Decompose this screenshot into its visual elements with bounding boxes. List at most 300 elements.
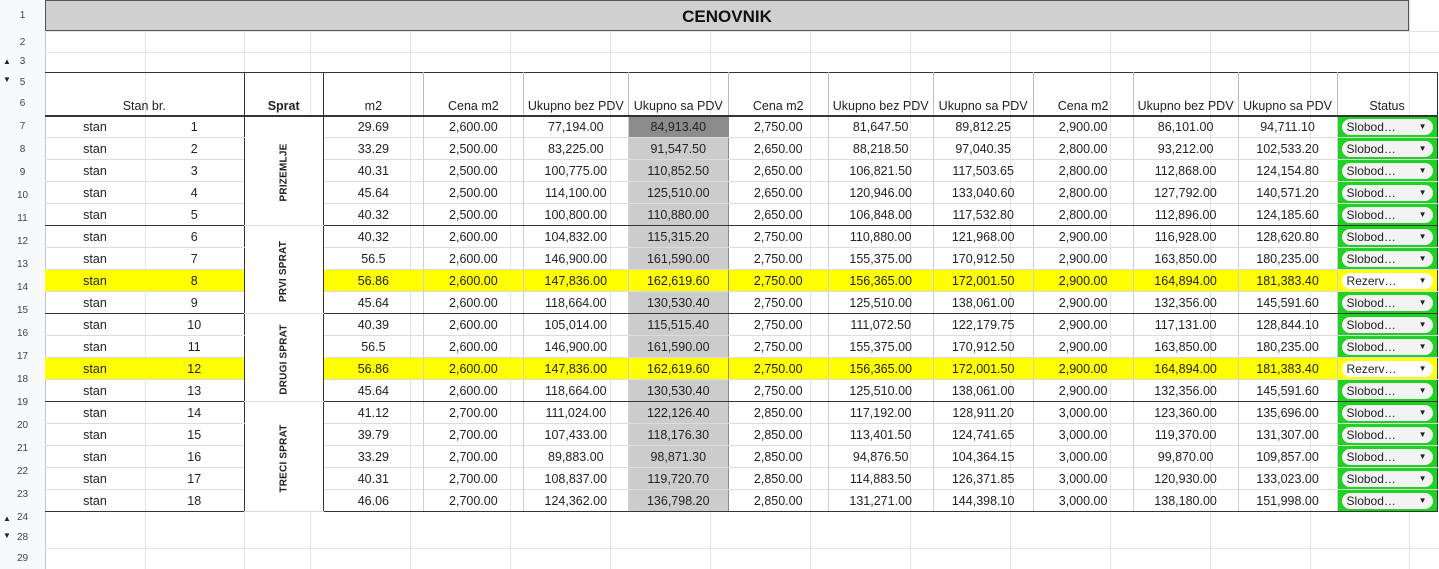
cell-ukupno-bez-pdv[interactable]: 127,792.00 — [1133, 182, 1238, 204]
cell-type[interactable]: stan — [45, 182, 145, 204]
header-ukupno-sa-pdv[interactable]: Ukupno sa PDV — [1238, 73, 1337, 116]
cell-cena-m2[interactable]: 2,900.00 — [1033, 358, 1133, 380]
cell-ukupno-sa-pdv[interactable]: 161,590.00 — [628, 336, 728, 358]
cell-ukupno-bez-pdv[interactable]: 88,218.50 — [828, 138, 933, 160]
row-number[interactable]: 11 — [17, 213, 28, 224]
status-cell[interactable] — [1337, 292, 1437, 314]
cell-m2[interactable]: 45.64 — [323, 292, 423, 314]
cell-ukupno-bez-pdv[interactable]: 111,024.00 — [523, 402, 628, 424]
status-cell[interactable] — [1337, 204, 1437, 226]
cell-cena-m2[interactable]: 2,850.00 — [728, 446, 828, 468]
cell-ukupno-bez-pdv[interactable]: 164,894.00 — [1133, 358, 1238, 380]
cell-ukupno-bez-pdv[interactable]: 81,647.50 — [828, 116, 933, 138]
status-cell[interactable] — [1337, 270, 1437, 292]
spreadsheet-grid[interactable] — [45, 0, 1439, 569]
cell-ukupno-sa-pdv[interactable]: 117,503.65 — [933, 160, 1033, 182]
status-cell[interactable] — [1337, 336, 1437, 358]
cell-ukupno-bez-pdv[interactable]: 147,836.00 — [523, 270, 628, 292]
cell-cena-m2[interactable]: 2,600.00 — [423, 226, 523, 248]
cell-ukupno-sa-pdv[interactable]: 98,871.30 — [628, 446, 728, 468]
cell-cena-m2[interactable]: 2,750.00 — [728, 336, 828, 358]
row-number[interactable]: 24 — [16, 512, 29, 523]
header-cena-m2[interactable]: Cena m2 — [423, 73, 523, 116]
cell-ukupno-sa-pdv[interactable]: 104,364.15 — [933, 446, 1033, 468]
header-ukupno-sa-pdv[interactable]: Ukupno sa PDV — [628, 73, 728, 116]
cell-stan-no[interactable]: 7 — [145, 248, 244, 270]
cell-m2[interactable]: 39.79 — [323, 424, 423, 446]
status-cell[interactable] — [1337, 248, 1437, 270]
cell-cena-m2[interactable]: 2,750.00 — [728, 248, 828, 270]
row-number[interactable]: 21 — [16, 443, 29, 454]
row-number[interactable]: 15 — [16, 305, 29, 316]
status-cell[interactable] — [1337, 160, 1437, 182]
table-row[interactable] — [45, 226, 1437, 248]
floor-group-cell[interactable] — [244, 116, 323, 226]
cell-type[interactable]: stan — [45, 424, 145, 446]
cell-ukupno-bez-pdv[interactable]: 118,664.00 — [523, 380, 628, 402]
cell-ukupno-sa-pdv[interactable]: 145,591.60 — [1238, 380, 1337, 402]
dropdown-arrow-icon[interactable]: ▼ — [1418, 496, 1427, 505]
cell-ukupno-sa-pdv[interactable]: 151,998.00 — [1238, 490, 1337, 512]
dropdown-arrow-icon[interactable]: ▼ — [1418, 452, 1427, 461]
cell-cena-m2[interactable]: 2,700.00 — [423, 424, 523, 446]
cell-cena-m2[interactable]: 2,750.00 — [728, 358, 828, 380]
table-row[interactable] — [45, 314, 1437, 336]
cell-ukupno-bez-pdv[interactable]: 117,131.00 — [1133, 314, 1238, 336]
status-cell[interactable] — [1337, 314, 1437, 336]
cell-cena-m2[interactable]: 2,900.00 — [1033, 226, 1133, 248]
cell-cena-m2[interactable]: 2,900.00 — [1033, 292, 1133, 314]
cell-ukupno-sa-pdv[interactable]: 136,798.20 — [628, 490, 728, 512]
cell-stan-no[interactable]: 4 — [145, 182, 244, 204]
row-number[interactable]: 13 — [16, 259, 29, 270]
header-m2[interactable]: m2 — [323, 73, 423, 116]
cell-type[interactable]: stan — [45, 116, 145, 138]
header-stan-br[interactable]: Stan br. — [45, 73, 244, 116]
status-dropdown[interactable] — [1342, 295, 1433, 311]
cell-cena-m2[interactable]: 2,900.00 — [1033, 116, 1133, 138]
row-number[interactable]: 8 — [19, 144, 26, 155]
cell-ukupno-bez-pdv[interactable]: 93,212.00 — [1133, 138, 1238, 160]
cell-cena-m2[interactable]: 2,750.00 — [728, 116, 828, 138]
cell-ukupno-sa-pdv[interactable]: 130,530.40 — [628, 380, 728, 402]
cell-ukupno-bez-pdv[interactable]: 163,850.00 — [1133, 248, 1238, 270]
cell-ukupno-sa-pdv[interactable]: 97,040.35 — [933, 138, 1033, 160]
cell-cena-m2[interactable]: 2,750.00 — [728, 270, 828, 292]
cell-m2[interactable]: 40.31 — [323, 160, 423, 182]
cell-stan-no[interactable]: 16 — [145, 446, 244, 468]
row-number[interactable]: 22 — [16, 466, 29, 477]
cell-cena-m2[interactable]: 2,900.00 — [1033, 270, 1133, 292]
cell-stan-no[interactable]: 13 — [145, 380, 244, 402]
cell-stan-no[interactable]: 1 — [145, 116, 244, 138]
cell-ukupno-bez-pdv[interactable]: 120,946.00 — [828, 182, 933, 204]
cell-cena-m2[interactable]: 2,600.00 — [423, 116, 523, 138]
cell-ukupno-sa-pdv[interactable]: 121,968.00 — [933, 226, 1033, 248]
status-dropdown[interactable] — [1342, 383, 1433, 399]
cell-cena-m2[interactable]: 2,500.00 — [423, 160, 523, 182]
dropdown-arrow-icon[interactable]: ▼ — [1418, 408, 1427, 417]
cell-ukupno-bez-pdv[interactable]: 125,510.00 — [828, 292, 933, 314]
cell-ukupno-sa-pdv[interactable]: 122,179.75 — [933, 314, 1033, 336]
cell-cena-m2[interactable]: 2,750.00 — [728, 226, 828, 248]
cell-ukupno-sa-pdv[interactable]: 128,911.20 — [933, 402, 1033, 424]
table-row[interactable] — [45, 116, 1437, 138]
cell-type[interactable]: stan — [45, 226, 145, 248]
status-dropdown[interactable] — [1342, 361, 1433, 377]
cell-type[interactable]: stan — [45, 204, 145, 226]
cell-type[interactable]: stan — [45, 314, 145, 336]
cell-m2[interactable]: 45.64 — [323, 182, 423, 204]
cell-cena-m2[interactable]: 2,900.00 — [1033, 380, 1133, 402]
table-row[interactable] — [45, 402, 1437, 424]
status-dropdown[interactable] — [1342, 119, 1433, 135]
cell-cena-m2[interactable]: 2,850.00 — [728, 402, 828, 424]
cell-cena-m2[interactable]: 2,800.00 — [1033, 138, 1133, 160]
cell-ukupno-bez-pdv[interactable]: 164,894.00 — [1133, 270, 1238, 292]
cell-ukupno-bez-pdv[interactable]: 113,401.50 — [828, 424, 933, 446]
cell-cena-m2[interactable]: 2,750.00 — [728, 380, 828, 402]
cell-cena-m2[interactable]: 2,600.00 — [423, 336, 523, 358]
dropdown-arrow-icon[interactable]: ▼ — [1418, 276, 1427, 285]
header-ukupno-sa-pdv[interactable]: Ukupno sa PDV — [933, 73, 1033, 116]
cell-ukupno-bez-pdv[interactable]: 110,880.00 — [828, 226, 933, 248]
cell-ukupno-sa-pdv[interactable]: 145,591.60 — [1238, 292, 1337, 314]
cell-ukupno-bez-pdv[interactable]: 77,194.00 — [523, 116, 628, 138]
cell-ukupno-bez-pdv[interactable]: 94,876.50 — [828, 446, 933, 468]
header-ukupno-bez-pdv[interactable]: Ukupno bez PDV — [1133, 73, 1238, 116]
status-cell[interactable] — [1337, 138, 1437, 160]
cell-ukupno-bez-pdv[interactable]: 163,850.00 — [1133, 336, 1238, 358]
row-number[interactable]: 29 — [16, 553, 29, 564]
status-dropdown[interactable] — [1342, 141, 1433, 157]
cell-ukupno-sa-pdv[interactable]: 180,235.00 — [1238, 248, 1337, 270]
cell-ukupno-bez-pdv[interactable]: 100,775.00 — [523, 160, 628, 182]
cell-cena-m2[interactable]: 2,600.00 — [423, 314, 523, 336]
cell-m2[interactable]: 41.12 — [323, 402, 423, 424]
cell-cena-m2[interactable]: 2,900.00 — [1033, 336, 1133, 358]
row-group-expand-arrow-up-icon[interactable]: ▲ — [3, 514, 11, 523]
dropdown-arrow-icon[interactable]: ▼ — [1418, 386, 1427, 395]
cell-ukupno-bez-pdv[interactable]: 155,375.00 — [828, 248, 933, 270]
row-number[interactable]: 19 — [16, 397, 29, 408]
cell-ukupno-bez-pdv[interactable]: 119,370.00 — [1133, 424, 1238, 446]
status-dropdown[interactable] — [1342, 339, 1433, 355]
cell-ukupno-bez-pdv[interactable]: 116,928.00 — [1133, 226, 1238, 248]
dropdown-arrow-icon[interactable]: ▼ — [1418, 298, 1427, 307]
cell-type[interactable]: stan — [45, 446, 145, 468]
cell-m2[interactable]: 40.39 — [323, 314, 423, 336]
status-cell[interactable] — [1337, 424, 1437, 446]
dropdown-arrow-icon[interactable]: ▼ — [1418, 430, 1427, 439]
cell-type[interactable]: stan — [45, 468, 145, 490]
cell-ukupno-sa-pdv[interactable]: 138,061.00 — [933, 292, 1033, 314]
cell-cena-m2[interactable]: 2,500.00 — [423, 204, 523, 226]
cell-ukupno-bez-pdv[interactable]: 108,837.00 — [523, 468, 628, 490]
header-sprat[interactable]: Sprat — [244, 73, 323, 116]
cell-ukupno-sa-pdv[interactable]: 135,696.00 — [1238, 402, 1337, 424]
cell-ukupno-sa-pdv[interactable]: 130,530.40 — [628, 292, 728, 314]
header-ukupno-bez-pdv[interactable]: Ukupno bez PDV — [523, 73, 628, 116]
row-number[interactable]: 23 — [16, 489, 29, 500]
status-cell[interactable] — [1337, 226, 1437, 248]
cell-stan-no[interactable]: 8 — [145, 270, 244, 292]
row-number[interactable]: 1 — [19, 10, 26, 21]
cell-m2[interactable]: 40.32 — [323, 226, 423, 248]
row-number[interactable]: 16 — [16, 328, 29, 339]
dropdown-arrow-icon[interactable]: ▼ — [1418, 144, 1427, 153]
cell-cena-m2[interactable]: 2,800.00 — [1033, 204, 1133, 226]
cell-m2[interactable]: 56.86 — [323, 270, 423, 292]
cell-type[interactable]: stan — [45, 380, 145, 402]
status-cell[interactable] — [1337, 182, 1437, 204]
cell-ukupno-bez-pdv[interactable]: 120,930.00 — [1133, 468, 1238, 490]
cell-ukupno-bez-pdv[interactable]: 125,510.00 — [828, 380, 933, 402]
cell-cena-m2[interactable]: 2,700.00 — [423, 446, 523, 468]
cell-cena-m2[interactable]: 2,600.00 — [423, 292, 523, 314]
cell-ukupno-bez-pdv[interactable]: 106,848.00 — [828, 204, 933, 226]
cell-ukupno-sa-pdv[interactable]: 110,852.50 — [628, 160, 728, 182]
cell-cena-m2[interactable]: 3,000.00 — [1033, 446, 1133, 468]
status-dropdown[interactable] — [1342, 493, 1433, 509]
cell-ukupno-bez-pdv[interactable]: 117,192.00 — [828, 402, 933, 424]
row-number[interactable]: 20 — [16, 420, 29, 431]
cell-cena-m2[interactable]: 2,700.00 — [423, 468, 523, 490]
cell-ukupno-bez-pdv[interactable]: 86,101.00 — [1133, 116, 1238, 138]
dropdown-arrow-icon[interactable]: ▼ — [1418, 342, 1427, 351]
cell-cena-m2[interactable]: 2,900.00 — [1033, 248, 1133, 270]
cell-ukupno-sa-pdv[interactable]: 124,741.65 — [933, 424, 1033, 446]
cell-ukupno-bez-pdv[interactable]: 147,836.00 — [523, 358, 628, 380]
status-cell[interactable] — [1337, 116, 1437, 138]
cell-cena-m2[interactable]: 2,600.00 — [423, 270, 523, 292]
cell-ukupno-sa-pdv[interactable]: 131,307.00 — [1238, 424, 1337, 446]
row-number[interactable]: 2 — [19, 37, 26, 48]
cell-ukupno-bez-pdv[interactable]: 138,180.00 — [1133, 490, 1238, 512]
cell-ukupno-sa-pdv[interactable]: 133,040.60 — [933, 182, 1033, 204]
cell-ukupno-sa-pdv[interactable]: 102,533.20 — [1238, 138, 1337, 160]
row-group-collapse-arrow-down-icon[interactable]: ▼ — [3, 75, 11, 84]
status-dropdown[interactable] — [1342, 207, 1433, 223]
cell-ukupno-bez-pdv[interactable]: 146,900.00 — [523, 336, 628, 358]
cell-ukupno-bez-pdv[interactable]: 99,870.00 — [1133, 446, 1238, 468]
cell-ukupno-sa-pdv[interactable]: 115,515.40 — [628, 314, 728, 336]
dropdown-arrow-icon[interactable]: ▼ — [1418, 122, 1427, 132]
header-cena-m2[interactable]: Cena m2 — [728, 73, 828, 116]
cell-stan-no[interactable]: 3 — [145, 160, 244, 182]
cell-stan-no[interactable]: 5 — [145, 204, 244, 226]
floor-group-cell[interactable] — [244, 314, 323, 402]
row-number[interactable]: 6 — [19, 98, 26, 109]
cell-stan-no[interactable]: 15 — [145, 424, 244, 446]
cell-cena-m2[interactable]: 2,600.00 — [423, 380, 523, 402]
floor-group-cell[interactable] — [244, 226, 323, 314]
dropdown-arrow-icon[interactable]: ▼ — [1418, 188, 1427, 197]
header-ukupno-bez-pdv[interactable]: Ukupno bez PDV — [828, 73, 933, 116]
cell-ukupno-bez-pdv[interactable]: 146,900.00 — [523, 248, 628, 270]
row-number[interactable]: 7 — [19, 121, 26, 132]
cell-cena-m2[interactable]: 2,700.00 — [423, 490, 523, 512]
cell-type[interactable]: stan — [45, 358, 145, 380]
dropdown-arrow-icon[interactable]: ▼ — [1418, 210, 1427, 219]
row-number[interactable]: 12 — [16, 236, 29, 247]
status-dropdown[interactable] — [1342, 449, 1433, 465]
cell-ukupno-sa-pdv[interactable]: 170,912.50 — [933, 248, 1033, 270]
cell-stan-no[interactable]: 12 — [145, 358, 244, 380]
cell-m2[interactable]: 40.31 — [323, 468, 423, 490]
cell-ukupno-sa-pdv[interactable]: 124,154.80 — [1238, 160, 1337, 182]
cell-cena-m2[interactable]: 2,900.00 — [1033, 314, 1133, 336]
cell-ukupno-sa-pdv[interactable]: 125,510.00 — [628, 182, 728, 204]
cell-ukupno-sa-pdv[interactable]: 119,720.70 — [628, 468, 728, 490]
status-dropdown[interactable] — [1342, 273, 1433, 289]
cell-cena-m2[interactable]: 2,600.00 — [423, 358, 523, 380]
row-group-expand-arrow-up-icon[interactable]: ▲ — [3, 57, 11, 66]
cell-ukupno-bez-pdv[interactable]: 100,800.00 — [523, 204, 628, 226]
cell-ukupno-sa-pdv[interactable]: 118,176.30 — [628, 424, 728, 446]
header-status[interactable]: Status — [1337, 73, 1437, 116]
cell-cena-m2[interactable]: 2,650.00 — [728, 182, 828, 204]
cell-cena-m2[interactable]: 2,650.00 — [728, 204, 828, 226]
cell-ukupno-sa-pdv[interactable]: 115,315.20 — [628, 226, 728, 248]
cell-type[interactable]: stan — [45, 248, 145, 270]
status-dropdown[interactable] — [1342, 251, 1433, 267]
cell-ukupno-sa-pdv[interactable]: 110,880.00 — [628, 204, 728, 226]
cell-stan-no[interactable]: 6 — [145, 226, 244, 248]
cell-type[interactable]: stan — [45, 160, 145, 182]
cell-ukupno-bez-pdv[interactable]: 83,225.00 — [523, 138, 628, 160]
cell-type[interactable]: stan — [45, 402, 145, 424]
cell-ukupno-bez-pdv[interactable]: 112,868.00 — [1133, 160, 1238, 182]
cell-ukupno-bez-pdv[interactable]: 89,883.00 — [523, 446, 628, 468]
cell-m2[interactable]: 45.64 — [323, 380, 423, 402]
cell-m2[interactable]: 46.06 — [323, 490, 423, 512]
status-dropdown[interactable] — [1342, 427, 1433, 443]
cell-type[interactable]: stan — [45, 270, 145, 292]
cell-ukupno-bez-pdv[interactable]: 118,664.00 — [523, 292, 628, 314]
cell-ukupno-bez-pdv[interactable]: 156,365.00 — [828, 358, 933, 380]
row-number[interactable]: 5 — [19, 77, 26, 88]
cell-type[interactable]: stan — [45, 292, 145, 314]
dropdown-arrow-icon[interactable]: ▼ — [1418, 232, 1427, 241]
cell-stan-no[interactable]: 9 — [145, 292, 244, 314]
cell-cena-m2[interactable]: 3,000.00 — [1033, 424, 1133, 446]
cell-cena-m2[interactable]: 2,800.00 — [1033, 182, 1133, 204]
cell-ukupno-sa-pdv[interactable]: 128,620.80 — [1238, 226, 1337, 248]
cell-ukupno-bez-pdv[interactable]: 155,375.00 — [828, 336, 933, 358]
cell-m2[interactable]: 56.5 — [323, 336, 423, 358]
cell-ukupno-sa-pdv[interactable]: 170,912.50 — [933, 336, 1033, 358]
status-cell[interactable] — [1337, 380, 1437, 402]
row-number[interactable]: 17 — [16, 351, 29, 362]
dropdown-arrow-icon[interactable]: ▼ — [1418, 320, 1427, 329]
cell-m2[interactable]: 33.29 — [323, 138, 423, 160]
row-number[interactable]: 3 — [19, 56, 26, 67]
status-cell[interactable] — [1337, 358, 1437, 380]
status-dropdown[interactable] — [1342, 317, 1433, 333]
cell-ukupno-bez-pdv[interactable]: 131,271.00 — [828, 490, 933, 512]
cell-ukupno-sa-pdv[interactable]: 126,371.85 — [933, 468, 1033, 490]
cell-ukupno-bez-pdv[interactable]: 107,433.00 — [523, 424, 628, 446]
row-number[interactable]: 14 — [16, 282, 29, 293]
row-number[interactable]: 10 — [16, 190, 29, 201]
cell-ukupno-sa-pdv[interactable]: 124,185.60 — [1238, 204, 1337, 226]
cell-ukupno-sa-pdv[interactable]: 172,001.50 — [933, 270, 1033, 292]
cell-ukupno-sa-pdv[interactable]: 140,571.20 — [1238, 182, 1337, 204]
dropdown-arrow-icon[interactable]: ▼ — [1418, 254, 1427, 263]
cell-ukupno-sa-pdv[interactable]: 117,532.80 — [933, 204, 1033, 226]
cell-ukupno-sa-pdv[interactable]: 172,001.50 — [933, 358, 1033, 380]
status-dropdown[interactable] — [1342, 471, 1433, 487]
cell-ukupno-bez-pdv[interactable]: 106,821.50 — [828, 160, 933, 182]
cell-ukupno-sa-pdv[interactable]: 128,844.10 — [1238, 314, 1337, 336]
cell-ukupno-sa-pdv[interactable]: 84,913.40 — [628, 116, 728, 138]
status-dropdown[interactable] — [1342, 229, 1433, 245]
cell-cena-m2[interactable]: 3,000.00 — [1033, 402, 1133, 424]
cell-ukupno-bez-pdv[interactable]: 114,100.00 — [523, 182, 628, 204]
cell-ukupno-bez-pdv[interactable]: 111,072.50 — [828, 314, 933, 336]
cell-stan-no[interactable]: 18 — [145, 490, 244, 512]
cell-ukupno-sa-pdv[interactable]: 91,547.50 — [628, 138, 728, 160]
cell-stan-no[interactable]: 10 — [145, 314, 244, 336]
status-cell[interactable] — [1337, 402, 1437, 424]
cell-ukupno-bez-pdv[interactable]: 112,896.00 — [1133, 204, 1238, 226]
cell-ukupno-sa-pdv[interactable]: 181,383.40 — [1238, 358, 1337, 380]
floor-group-cell[interactable] — [244, 402, 323, 512]
dropdown-arrow-icon[interactable]: ▼ — [1418, 364, 1427, 373]
cell-type[interactable]: stan — [45, 138, 145, 160]
cell-m2[interactable]: 29.69 — [323, 116, 423, 138]
cell-m2[interactable]: 56.86 — [323, 358, 423, 380]
cell-ukupno-sa-pdv[interactable]: 162,619.60 — [628, 270, 728, 292]
cell-cena-m2[interactable]: 2,750.00 — [728, 314, 828, 336]
cell-cena-m2[interactable]: 3,000.00 — [1033, 490, 1133, 512]
cell-stan-no[interactable]: 2 — [145, 138, 244, 160]
cell-ukupno-sa-pdv[interactable]: 109,857.00 — [1238, 446, 1337, 468]
cell-cena-m2[interactable]: 2,850.00 — [728, 468, 828, 490]
cell-cena-m2[interactable]: 2,700.00 — [423, 402, 523, 424]
cell-m2[interactable]: 33.29 — [323, 446, 423, 468]
dropdown-arrow-icon[interactable]: ▼ — [1418, 474, 1427, 483]
cell-ukupno-sa-pdv[interactable]: 133,023.00 — [1238, 468, 1337, 490]
cell-ukupno-bez-pdv[interactable]: 105,014.00 — [523, 314, 628, 336]
cell-ukupno-sa-pdv[interactable]: 122,126.40 — [628, 402, 728, 424]
cell-ukupno-sa-pdv[interactable]: 144,398.10 — [933, 490, 1033, 512]
status-dropdown[interactable] — [1342, 185, 1433, 201]
cell-ukupno-sa-pdv[interactable]: 89,812.25 — [933, 116, 1033, 138]
cell-ukupno-sa-pdv[interactable]: 138,061.00 — [933, 380, 1033, 402]
cell-cena-m2[interactable]: 2,500.00 — [423, 138, 523, 160]
cell-ukupno-sa-pdv[interactable]: 94,711.10 — [1238, 116, 1337, 138]
cell-stan-no[interactable]: 14 — [145, 402, 244, 424]
row-number[interactable]: 18 — [16, 374, 29, 385]
cell-ukupno-sa-pdv[interactable]: 181,383.40 — [1238, 270, 1337, 292]
status-dropdown[interactable] — [1342, 163, 1433, 179]
cell-ukupno-sa-pdv[interactable]: 162,619.60 — [628, 358, 728, 380]
cell-cena-m2[interactable]: 3,000.00 — [1033, 468, 1133, 490]
cell-ukupno-bez-pdv[interactable]: 132,356.00 — [1133, 380, 1238, 402]
cell-ukupno-sa-pdv[interactable]: 180,235.00 — [1238, 336, 1337, 358]
cell-ukupno-bez-pdv[interactable]: 156,365.00 — [828, 270, 933, 292]
cell-cena-m2[interactable]: 2,600.00 — [423, 248, 523, 270]
cell-cena-m2[interactable]: 2,850.00 — [728, 424, 828, 446]
row-number[interactable]: 28 — [16, 532, 29, 543]
cell-m2[interactable]: 56.5 — [323, 248, 423, 270]
cell-ukupno-bez-pdv[interactable]: 123,360.00 — [1133, 402, 1238, 424]
cell-stan-no[interactable]: 11 — [145, 336, 244, 358]
cell-type[interactable]: stan — [45, 490, 145, 512]
row-number[interactable]: 9 — [19, 167, 26, 178]
